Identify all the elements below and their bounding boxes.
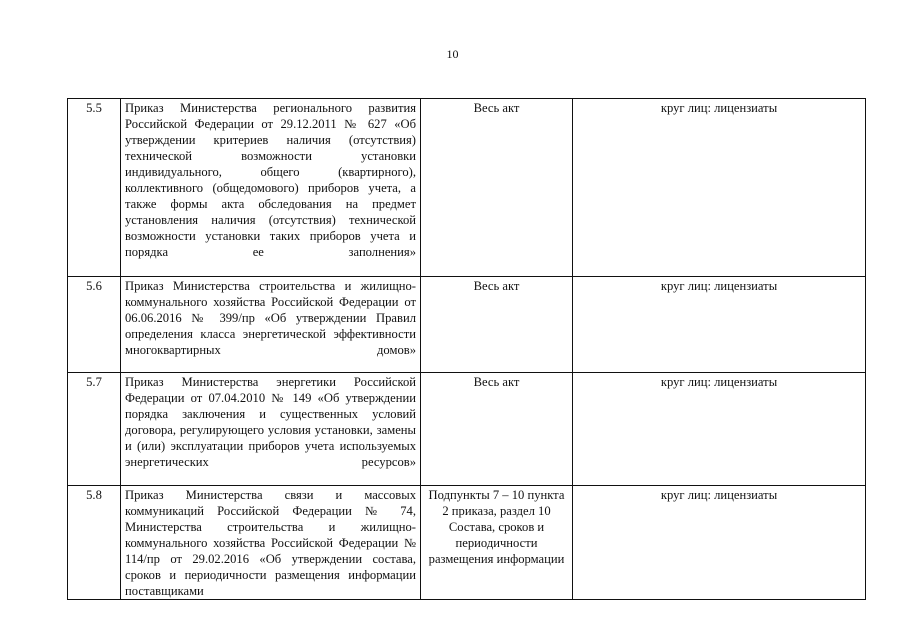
act-title-text: Приказ Министерства регионального развития Российской Федерации от 29.12.2011 № 627 «Об утверждении критериев наличия (отсутствия) технической возможности установки индивидуального, общего (квартирного), коллективного (общедомового) приборов учета, а также формы акта обследования на предмет установления наличия (отсутствия) технической возможности установки таких приборов учета и порядка ее заполнения» bbox=[125, 101, 416, 259]
persons-circle-cell: круг лиц: лицензиаты bbox=[573, 486, 866, 600]
row-number-cell: 5.5 bbox=[68, 99, 121, 277]
act-title-cell bbox=[121, 99, 421, 277]
table-row bbox=[68, 486, 866, 600]
act-scope-cell: Весь акт bbox=[421, 99, 573, 277]
table-row bbox=[68, 373, 866, 486]
row-number-cell: 5.7 bbox=[68, 373, 121, 486]
persons-circle-cell: круг лиц: лицензиаты bbox=[573, 99, 866, 277]
table-row bbox=[68, 277, 866, 373]
persons-circle-cell: круг лиц: лицензиаты bbox=[573, 373, 866, 486]
row-number-cell: 5.8 bbox=[68, 486, 121, 600]
row-number-cell: 5.6 bbox=[68, 277, 121, 373]
legal-acts-table bbox=[67, 98, 866, 600]
act-title-cell bbox=[121, 486, 421, 600]
act-title-text: Приказ Министерства связи и массовых коммуникаций Российской Федерации № 74, Министерства строительства и жилищно-коммунального хозяйства Российской Федерации № 114/пр от 29.02.2016 «Об утверждении состава, сроков и периодичности размещения информации поставщиками bbox=[125, 488, 416, 598]
act-scope-cell: Весь акт bbox=[421, 277, 573, 373]
act-title-cell bbox=[121, 373, 421, 486]
persons-circle-cell: круг лиц: лицензиаты bbox=[573, 277, 866, 373]
act-title-text: Приказ Министерства строительства и жилищно-коммунального хозяйства Российской Федерации от 06.06.2016 № 399/пр «Об утверждении Правил определения класса энергетической эффективности многоквартирных домов» bbox=[125, 279, 416, 357]
act-title-cell bbox=[121, 277, 421, 373]
act-scope-cell: Подпункты 7 – 10 пункта 2 приказа, раздел 10 Состава, сроков и периодичности размещения информации bbox=[421, 486, 573, 600]
act-scope-cell: Весь акт bbox=[421, 373, 573, 486]
act-title-text: Приказ Министерства энергетики Российской Федерации от 07.04.2010 № 149 «Об утверждении порядка заключения и существенных условий договора, регулирующего условия установки, замены и (или) эксплуатации приборов учета используемых энергетических ресурсов» bbox=[125, 375, 416, 469]
page-number: 10 bbox=[446, 47, 459, 61]
table-row bbox=[68, 99, 866, 277]
